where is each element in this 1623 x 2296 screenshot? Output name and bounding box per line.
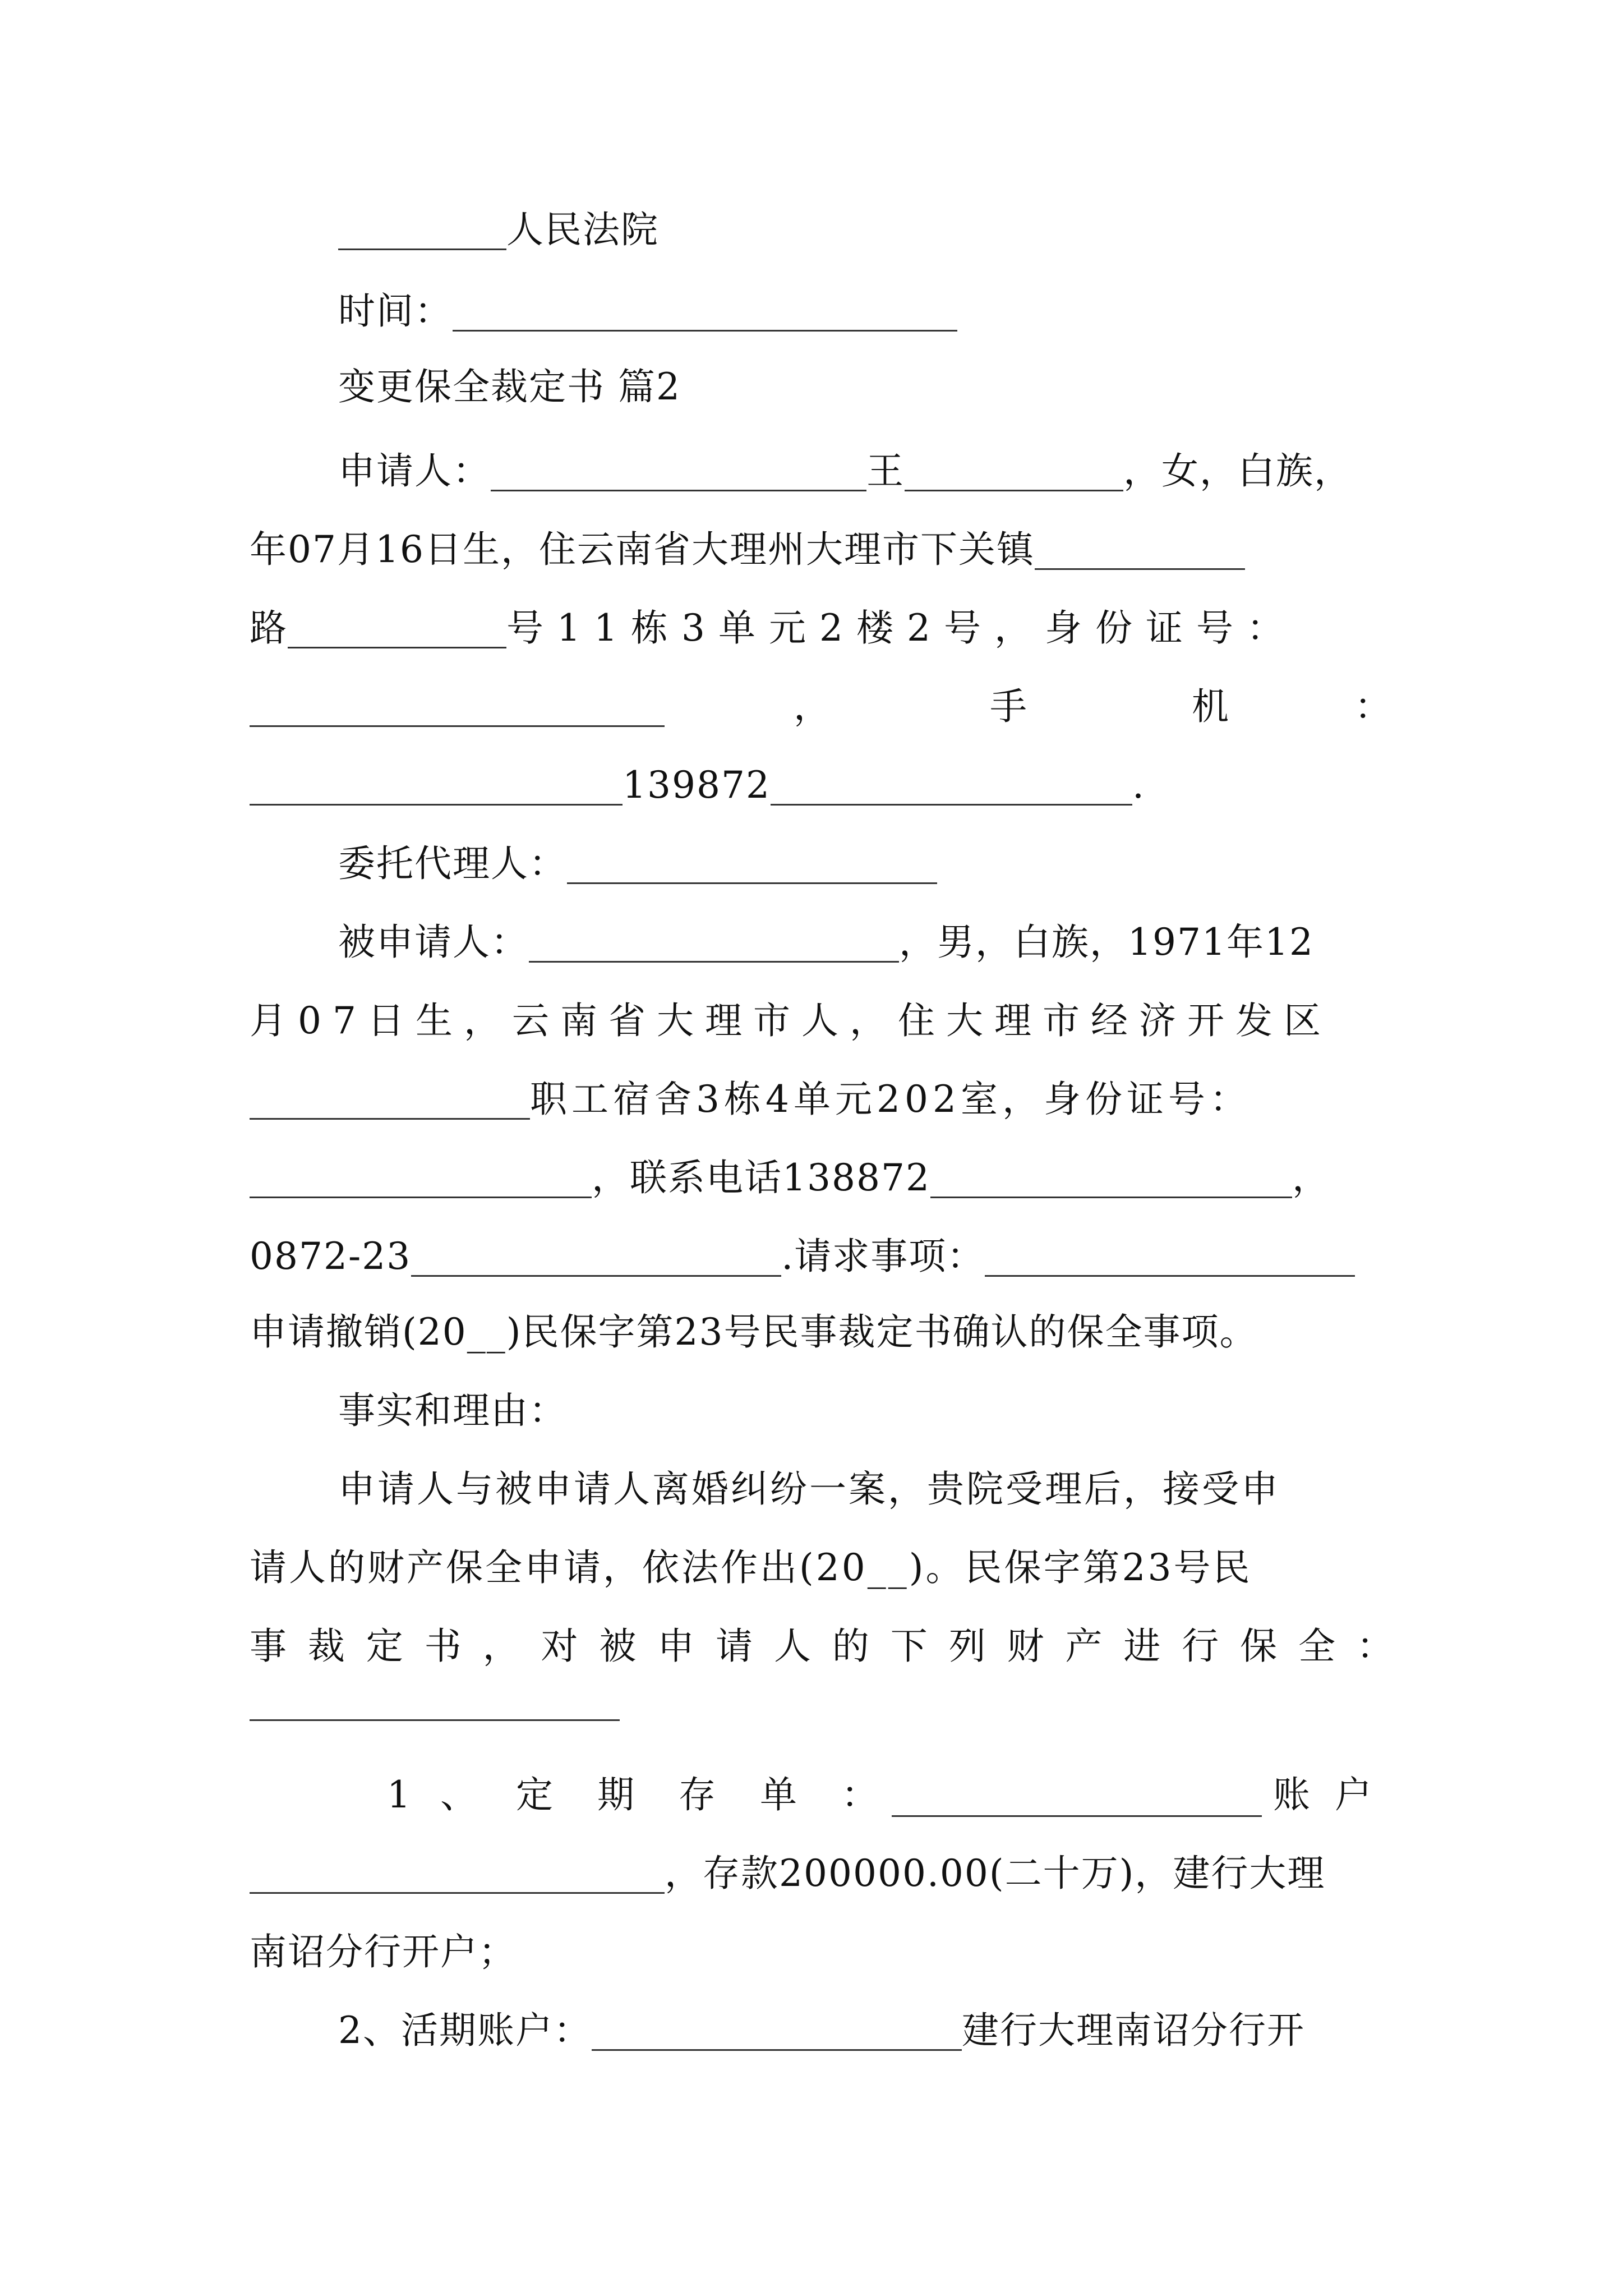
respondent-phone-line	[250, 1150, 1330, 1206]
blank	[1035, 526, 1245, 570]
blank	[338, 206, 506, 250]
applicant-phone-label-line	[250, 679, 1394, 735]
request-label: .请求事项：	[781, 1235, 985, 1278]
blank	[250, 1719, 620, 1721]
deposit-info: ，存款200000.00(二十万)，建行大理	[665, 1852, 1326, 1895]
blank	[529, 918, 899, 963]
blank	[250, 1154, 592, 1198]
char: 的	[832, 1625, 869, 1668]
blank	[892, 1773, 1262, 1817]
char: 全	[1298, 1625, 1336, 1668]
char: 裁	[307, 1625, 345, 1668]
item1-bank: 南诏分行开户；	[250, 1930, 517, 1973]
char: 、	[440, 1773, 478, 1816]
char: 请	[716, 1625, 753, 1668]
blank	[905, 447, 1123, 491]
respondent-line	[338, 914, 1314, 970]
applicant-address-line	[250, 600, 1297, 656]
blank	[592, 2007, 962, 2051]
char: 行	[1182, 1625, 1219, 1668]
respondent-address: 职工宿舍3栋4单元202室，身份证号：	[530, 1078, 1251, 1121]
item2-label: 2、活期账户：	[338, 2009, 592, 2052]
court-name: 人民法院	[506, 208, 659, 251]
phone-char: ：	[1354, 685, 1393, 728]
item1-deposit-line	[250, 1846, 1325, 1902]
phone-number: 139872	[623, 763, 771, 807]
applicant-birth-line	[250, 522, 1245, 578]
time-label: 时间：	[338, 289, 453, 333]
char: 存	[679, 1773, 717, 1816]
applicant-label: 申请人：	[338, 449, 491, 493]
facts-paragraph-1: 申请人与被申请人离婚纠纷一案，贵院受理后，接受申	[338, 1467, 1280, 1511]
applicant-address: 号11栋3单元2楼2号，身份证号：	[506, 606, 1297, 650]
facts-paragraph-3	[250, 1618, 1394, 1674]
item2-line	[338, 2003, 1305, 2059]
char: 定	[516, 1773, 554, 1816]
item2-bank: 建行大理南诏分行开	[962, 2009, 1305, 2052]
char: ：	[1356, 1625, 1394, 1668]
applicant-birth: 年07月16日生，住云南省大理州大理市下关镇	[250, 528, 1035, 571]
blank	[250, 1849, 665, 1894]
comma: ，	[1292, 1156, 1330, 1199]
landline-line	[250, 1228, 1355, 1285]
landline-number: 0872-23	[250, 1235, 412, 1278]
respondent-info: ，男，白族，1971年12	[899, 921, 1314, 964]
facts-label: 事实和理由：	[338, 1389, 567, 1432]
account-label: 账户	[1273, 1773, 1396, 1816]
char: 人	[774, 1625, 811, 1668]
char: 被	[599, 1625, 637, 1668]
char: 期	[597, 1773, 635, 1816]
period: .	[1132, 763, 1145, 807]
blank	[453, 287, 957, 332]
phone-char: 机	[1192, 685, 1230, 728]
char: 保	[1240, 1625, 1278, 1668]
char: 单	[760, 1773, 798, 1816]
blank	[567, 840, 937, 884]
char: 定	[366, 1625, 403, 1668]
char: ：	[841, 1773, 879, 1816]
road-label: 路	[250, 606, 288, 650]
respondent-address-line	[250, 1071, 1251, 1128]
facts-paragraph-2: 请人的财产保全申请，依法作出(20__)。民保字第23号民	[250, 1546, 1252, 1589]
time-line	[338, 283, 957, 339]
char: 申	[657, 1625, 695, 1668]
court-line	[338, 202, 659, 258]
respondent-label: 被申请人：	[338, 921, 529, 964]
char: 财	[1007, 1625, 1044, 1668]
comma: ，	[794, 685, 832, 728]
phone-char: 手	[990, 685, 1028, 728]
agent-label: 委托代理人：	[338, 842, 567, 885]
section-title: 变更保全裁定书 篇2	[338, 365, 681, 408]
char: 进	[1123, 1625, 1161, 1668]
char: ，	[482, 1625, 520, 1668]
blank	[985, 1232, 1355, 1277]
respondent-phone: ，联系电话138872	[592, 1156, 930, 1199]
applicant-name: 王	[866, 449, 905, 493]
blank	[288, 604, 506, 648]
blank	[250, 683, 665, 727]
char: 产	[1065, 1625, 1103, 1668]
request-content: 申请撤销(20__)民保字第23号民事裁定书确认的保全事项。	[250, 1310, 1258, 1354]
char: 下	[890, 1625, 928, 1668]
blank	[771, 761, 1132, 806]
blank	[250, 1075, 530, 1120]
blank	[250, 761, 623, 806]
blank	[411, 1232, 781, 1277]
applicant-line	[338, 443, 1352, 499]
blank	[491, 447, 866, 491]
char: 对	[541, 1625, 578, 1668]
char: 事	[250, 1625, 287, 1668]
char: 书	[424, 1625, 462, 1668]
applicant-info: ，女，白族，	[1123, 449, 1352, 493]
agent-line	[338, 836, 937, 892]
blank	[930, 1154, 1292, 1198]
applicant-phone-line	[250, 757, 1145, 813]
respondent-birth-line: 月07日生，云南省大理市人，住大理市经济开发区	[250, 999, 1332, 1042]
char: 1	[387, 1773, 412, 1816]
char: 列	[948, 1625, 986, 1668]
